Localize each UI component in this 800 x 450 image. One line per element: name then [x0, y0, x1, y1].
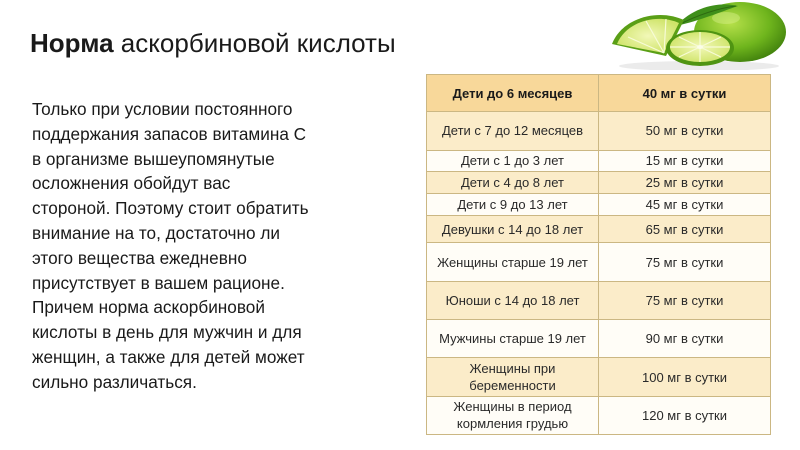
age-group-cell: Дети с 1 до 3 лет [427, 150, 599, 172]
paragraph-line: стороной. Поэтому стоит обратить [32, 198, 309, 219]
title-rest: аскорбиновой кислоты [113, 28, 396, 58]
table-row [427, 112, 771, 150]
table-row [427, 172, 771, 194]
table-row [427, 281, 771, 319]
age-group-cell: Дети до 6 месяцев [427, 75, 599, 112]
paragraph-line: женщин, а также для детей может [32, 346, 305, 367]
age-group-cell: Дети с 4 до 8 лет [427, 172, 599, 194]
paragraph-line: присутствует в вашем рационе. [32, 272, 285, 293]
daily-norm-cell: 25 мг в сутки [599, 172, 771, 194]
paragraph-line: внимание на то, достаточно ли [32, 222, 280, 243]
age-group-cell: Женщины в период кормления грудью [427, 396, 599, 434]
table-row [427, 358, 771, 396]
age-group-cell: Мужчины старше 19 лет [427, 320, 599, 358]
daily-norm-cell: 40 мг в сутки [599, 75, 771, 112]
paragraph-line: кислоты в день для мужчин и для [32, 322, 302, 343]
paragraph-line: поддержания запасов витамина С [32, 123, 307, 144]
daily-norm-cell: 50 мг в сутки [599, 112, 771, 150]
table-row [427, 194, 771, 216]
daily-norm-cell: 65 мг в сутки [599, 216, 771, 243]
paragraph-line: осложнения обойдут вас [32, 173, 231, 194]
table-row [427, 396, 771, 434]
daily-norm-cell: 75 мг в сутки [599, 243, 771, 281]
daily-norm-cell: 120 мг в сутки [599, 396, 771, 434]
table-row [427, 243, 771, 281]
daily-norm-cell: 100 мг в сутки [599, 358, 771, 396]
age-group-cell: Дети с 9 до 13 лет [427, 194, 599, 216]
daily-norm-cell: 15 мг в сутки [599, 150, 771, 172]
daily-norm-cell: 45 мг в сутки [599, 194, 771, 216]
table-row [427, 320, 771, 358]
paragraph-line: Только при условии постоянного [32, 99, 293, 119]
age-group-cell: Женщины при беременности [427, 358, 599, 396]
page-title [30, 26, 396, 60]
daily-norm-cell: 75 мг в сутки [599, 281, 771, 319]
table-header-row [427, 75, 771, 112]
paragraph-line: Причем норма аскорбиновой [32, 297, 265, 318]
title-bold: Норма [30, 28, 114, 58]
paragraph-line: в организме вышеупомянутые [32, 148, 275, 169]
lime-slices-icon [606, 0, 792, 70]
table-row [427, 150, 771, 172]
paragraph [32, 97, 377, 395]
age-group-cell: Женщины старше 19 лет [427, 243, 599, 281]
daily-norm-cell: 90 мг в сутки [599, 320, 771, 358]
age-group-cell: Дети с 7 до 12 месяцев [427, 112, 599, 150]
age-group-cell: Девушки с 14 до 18 лет [427, 216, 599, 243]
table-row [427, 216, 771, 243]
age-group-cell: Юноши с 14 до 18 лет [427, 281, 599, 319]
paragraph-line: этого вещества ежедневно [32, 247, 247, 268]
vitamin-c-norms-table [426, 74, 771, 435]
paragraph-line: сильно различаться. [32, 371, 197, 392]
